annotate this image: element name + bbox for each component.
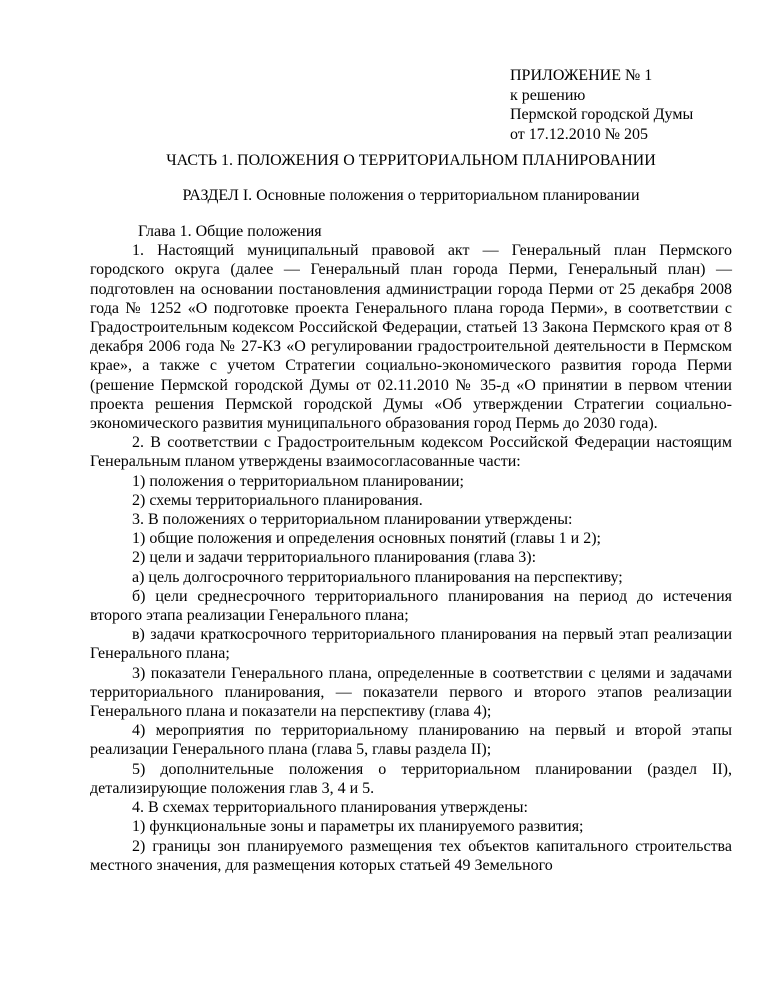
- paragraph: в) задачи краткосрочного территориального планирования на первый этап реализации Генерального плана;: [90, 626, 732, 663]
- section-title: РАЗДЕЛ I. Основные положения о территориальном планировании: [182, 187, 640, 204]
- appendix-duma: Пермской городской Думы: [510, 106, 694, 123]
- document-body: [90, 222, 732, 875]
- paragraph: 3. В положениях о территориальном планировании утверждены:: [132, 511, 573, 529]
- paragraph: 3) показатели Генерального плана, определенные в соответствии с целями и задачами территориального планирования, — показатели первого и второго этапов реализации Генерального плана и показатели на перспективу (глава 4);: [90, 664, 732, 721]
- paragraph: 4. В схемах территориального планирования утверждены:: [132, 799, 528, 817]
- appendix-date: от 17.12.2010 № 205: [510, 125, 649, 143]
- part-title: ЧАСТЬ 1. ПОЛОЖЕНИЯ О ТЕРРИТОРИАЛЬНОМ ПЛАНИРОВАНИИ: [166, 152, 656, 169]
- paragraph: 1) общие положения и определения основных понятий (главы 1 и 2);: [132, 530, 601, 548]
- paragraph: 1. Настоящий муниципальный правовой акт — Генеральный план Пермского городского округа (далее — Генеральный план города Перми, Генеральный план) — подготовлен на основании постановления администрации города Перми от 25 декабря 2008 года № 1252 «О подготовке проекта Генерального плана города Перми», в соответствии с Градостроительным кодексом Российской Федерации, статьей 13 Закона Пермского края от 8 декабря 2006 года № 27-КЗ «О регулировании градостроительной деятельности в Пермском крае», а также с учетом Стратегии социально-экономического развития города Перми (решение Пермской городской Думы от 02.11.2010 № 35-д «О принятии в первом чтении проекта решения Пермской городской Думы «Об утверждении Стратегии социально-экономического развития муниципального образования город Пермь до 2030 года).: [90, 242, 732, 433]
- paragraph: 5) дополнительные положения о территориальном планировании (раздел II), детализирующие положения глав 3, 4 и 5.: [90, 760, 732, 797]
- appendix-decision: к решению: [510, 86, 586, 104]
- paragraph: 2. В соответствии с Градостроительным кодексом Российской Федерации настоящим Генеральным планом утверждены взаимосогласованные части:: [90, 434, 732, 471]
- appendix-number: ПРИЛОЖЕНИЕ № 1: [510, 67, 653, 84]
- paragraph: б) цели среднесрочного территориального планирования на период до истечения второго этапа реализации Генерального плана;: [90, 587, 732, 625]
- paragraph: 4) мероприятия по территориальному планированию на первый и второй этапы реализации Генерального плана (глава 5, главы раздела II);: [90, 722, 732, 759]
- paragraph: а) цель долгосрочного территориального планирования на перспективу;: [132, 568, 623, 586]
- paragraph: 2) схемы территориального планирования.: [132, 491, 423, 509]
- paragraph: 2) границы зон планируемого размещения тех объектов капитального строительства местного значения, для размещения которых статьей 49 Земельного: [90, 837, 732, 874]
- paragraph: 1) функциональные зоны и параметры их планируемого развития;: [132, 818, 584, 836]
- paragraph: 2) цели и задачи территориального планирования (глава 3):: [132, 549, 537, 567]
- appendix-header: [510, 66, 750, 144]
- chapter-title: Глава 1. Общие положения: [138, 223, 322, 240]
- paragraph: 1) положения о территориальном планировании;: [132, 472, 464, 490]
